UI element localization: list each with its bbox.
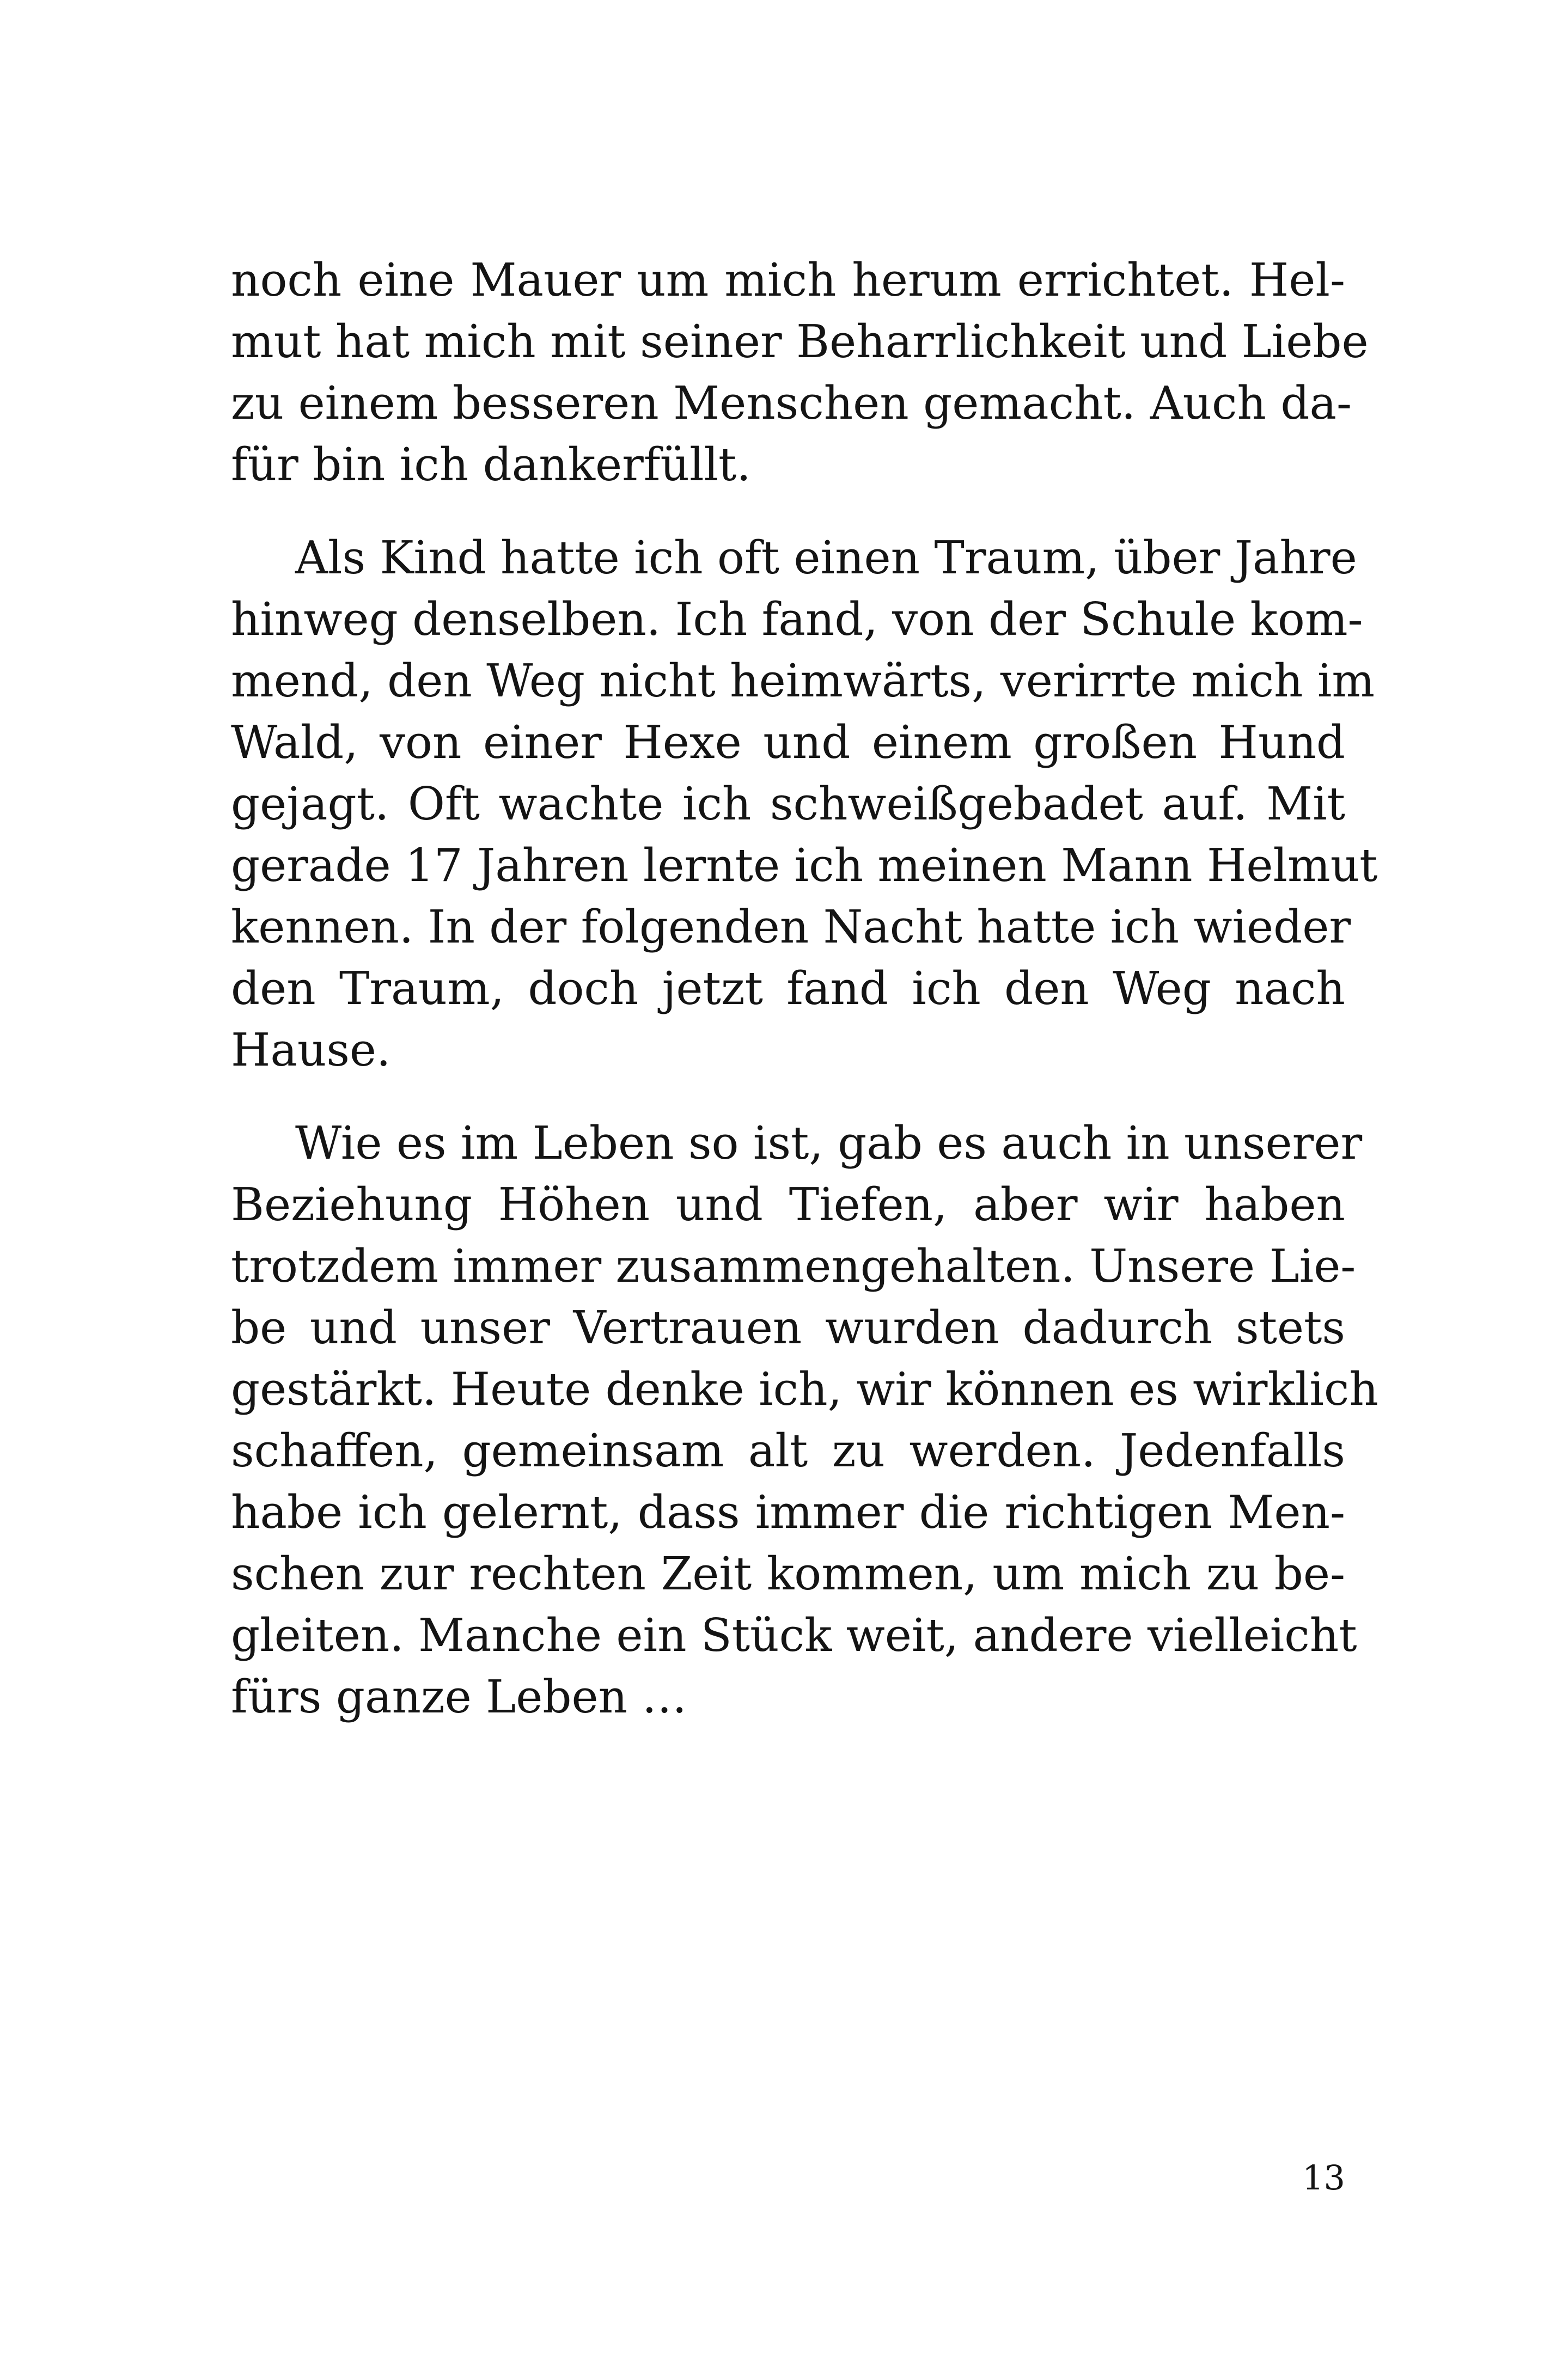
paragraph-gap [231,1081,1345,1112]
text-line: Beziehung Höhen und Tiefen, aber wir haben [231,1178,1345,1231]
page-number: 13 [1302,2158,1345,2198]
text-line: kennen. In der folgenden Nacht hatte ich wieder [231,901,1351,953]
paragraph-gap [231,495,1345,527]
text-line: Wie es im Leben so ist, gab es auch in unserer [295,1117,1363,1170]
paragraph [231,527,1378,1081]
text-line: gleiten. Manche ein Stück weit, andere vielleicht [231,1609,1357,1662]
text-line: be und unser Vertrauen wurden dadurch stets [231,1301,1345,1354]
text-line: schaffen, gemeinsam alt zu werden. Jedenfalls [231,1424,1345,1477]
text-line: Wald, von einer Hexe und einem großen Hund [231,716,1345,769]
text-line: hinweg denselben. Ich fand, von der Schule kom- [231,593,1363,646]
text-line: schen zur rechten Zeit kommen, um mich zu be- [231,1547,1345,1600]
text-line: den Traum, doch jetzt fand ich den Weg nach [231,962,1345,1015]
body-text [231,249,1378,1728]
text-line: noch eine Mauer um mich herum errichtet. Hel- [231,254,1345,307]
paragraph [231,249,1369,495]
text-line: mut hat mich mit seiner Beharrlichkeit und Liebe [231,315,1369,368]
text-line: zu einem besseren Menschen gemacht. Auch da- [231,377,1352,430]
text-line: mend, den Weg nicht heimwärts, verirrte mich im [231,654,1375,707]
text-line: für bin ich dankerfüllt. [231,438,751,491]
text-line: gerade 17 Jahren lernte ich meinen Mann Helmut [231,839,1378,892]
text-line: habe ich gelernt, dass immer die richtigen Men- [231,1486,1345,1539]
text-line: trotzdem immer zusammengehalten. Unsere Lie- [231,1240,1356,1293]
text-line: fürs ganze Leben … [231,1671,687,1723]
text-line: gestärkt. Heute denke ich, wir können es wirklich [231,1363,1378,1416]
paragraph [231,1112,1378,1728]
text-line: Als Kind hatte ich oft einen Traum, über Jahre [295,531,1357,584]
text-line: gejagt. Oft wachte ich schweißgebadet auf. Mit [231,778,1345,830]
text-line: Hause. [231,1024,391,1076]
